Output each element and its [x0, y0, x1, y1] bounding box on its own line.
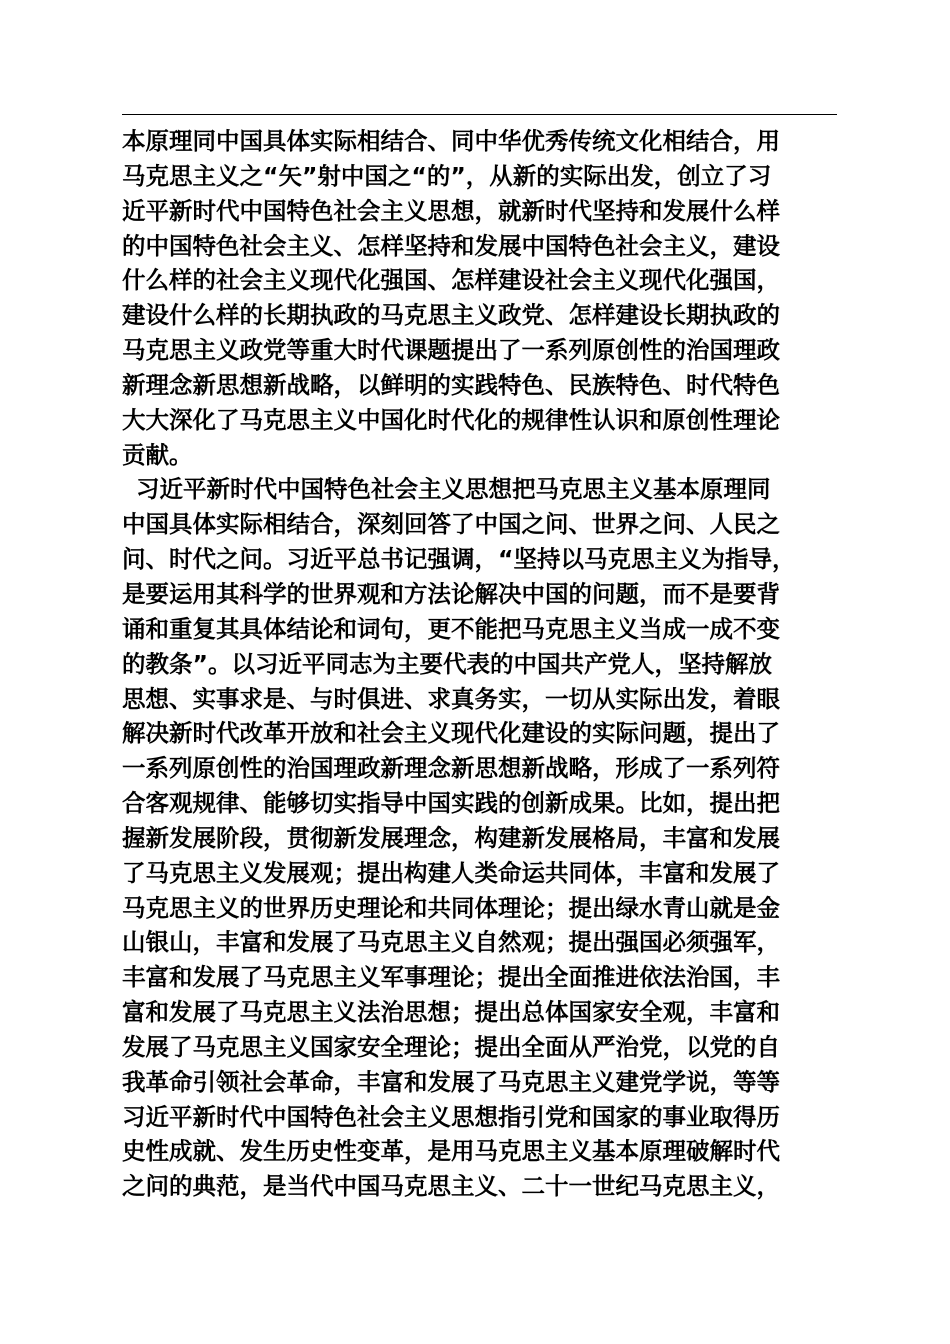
document-body: [122, 124, 862, 1204]
text-line: 新理念新思想新战略，以鲜明的实践特色、民族特色、时代特色: [122, 370, 780, 399]
text-line: 马克思主义政党等重大时代课题提出了一系列原创性的治国理政: [122, 336, 780, 365]
text-line: 一系列原创性的治国理政新理念新思想新战略，形成了一系列符: [122, 754, 780, 783]
text-line: 近平新时代中国特色社会主义思想，就新时代坚持和发展什么样: [122, 196, 780, 225]
paragraph-main: [122, 472, 862, 1204]
text-line: 习近平新时代中国特色社会主义思想把马克思主义基本原理同: [136, 475, 771, 504]
text-line: 的教条”。以习近平同志为主要代表的中国共产党人，坚持解放: [122, 649, 772, 678]
text-line: 是要运用其科学的世界观和方法论解决中国的问题，而不是要背: [122, 579, 780, 608]
text-line: 建设什么样的长期执政的马克思主义政党、怎样建设长期执政的: [122, 301, 780, 330]
text-line: 大大深化了马克思主义中国化时代化的规律性认识和原创性理论: [122, 405, 780, 434]
text-line: 中国具体实际相结合，深刻回答了中国之问、世界之问、人民之: [122, 510, 780, 539]
text-line: 什么样的社会主义现代化强国、怎样建设社会主义现代化强国，: [122, 266, 780, 295]
text-line: 发展了马克思主义国家安全理论；提出全面从严治党，以党的自: [122, 1032, 780, 1061]
text-line: 习近平新时代中国特色社会主义思想指引党和国家的事业取得历: [122, 1102, 780, 1131]
text-line: 马克思主义之“矢”射中国之“的”，从新的实际出发，创立了习: [122, 161, 772, 190]
text-line: 的中国特色社会主义、怎样坚持和发展中国特色社会主义，建设: [122, 231, 780, 260]
text-line: 山银山，丰富和发展了马克思主义自然观；提出强国必须强军，: [122, 928, 780, 957]
text-line: 握新发展阶段，贯彻新发展理念，构建新发展格局，丰富和发展: [122, 823, 780, 852]
text-line: 了马克思主义发展观；提出构建人类命运共同体，丰富和发展了: [122, 858, 780, 887]
text-line: 之问的典范，是当代中国马克思主义、二十一世纪马克思主义，: [122, 1172, 780, 1201]
text-line: 我革命引领社会革命，丰富和发展了马克思主义建党学说，等等: [122, 1067, 780, 1096]
text-line: 问、时代之问。习近平总书记强调，“坚持以马克思主义为指导，: [122, 545, 796, 574]
header-rule: [122, 114, 837, 115]
paragraph-continued: [122, 124, 862, 472]
text-line: 本原理同中国具体实际相结合、同中华优秀传统文化相结合，用: [122, 127, 780, 155]
text-line: 贡献。: [122, 440, 193, 469]
text-line: 马克思主义的世界历史理论和共同体理论；提出绿水青山就是金: [122, 893, 780, 922]
text-line: 解决新时代改革开放和社会主义现代化建设的实际问题，提出了: [122, 719, 780, 748]
text-line: 诵和重复其具体结论和词句，更不能把马克思主义当成一成不变: [122, 614, 780, 643]
text-line: 思想、实事求是、与时俱进、求真务实，一切从实际出发，着眼: [122, 684, 780, 713]
text-line: 合客观规律、能够切实指导中国实践的创新成果。比如，提出把: [122, 789, 780, 818]
text-line: 富和发展了马克思主义法治思想；提出总体国家安全观，丰富和: [122, 998, 780, 1027]
text-line: 丰富和发展了马克思主义军事理论；提出全面推进依法治国，丰: [122, 963, 780, 992]
text-line: 史性成就、发生历史性变革，是用马克思主义基本原理破解时代: [122, 1137, 780, 1166]
